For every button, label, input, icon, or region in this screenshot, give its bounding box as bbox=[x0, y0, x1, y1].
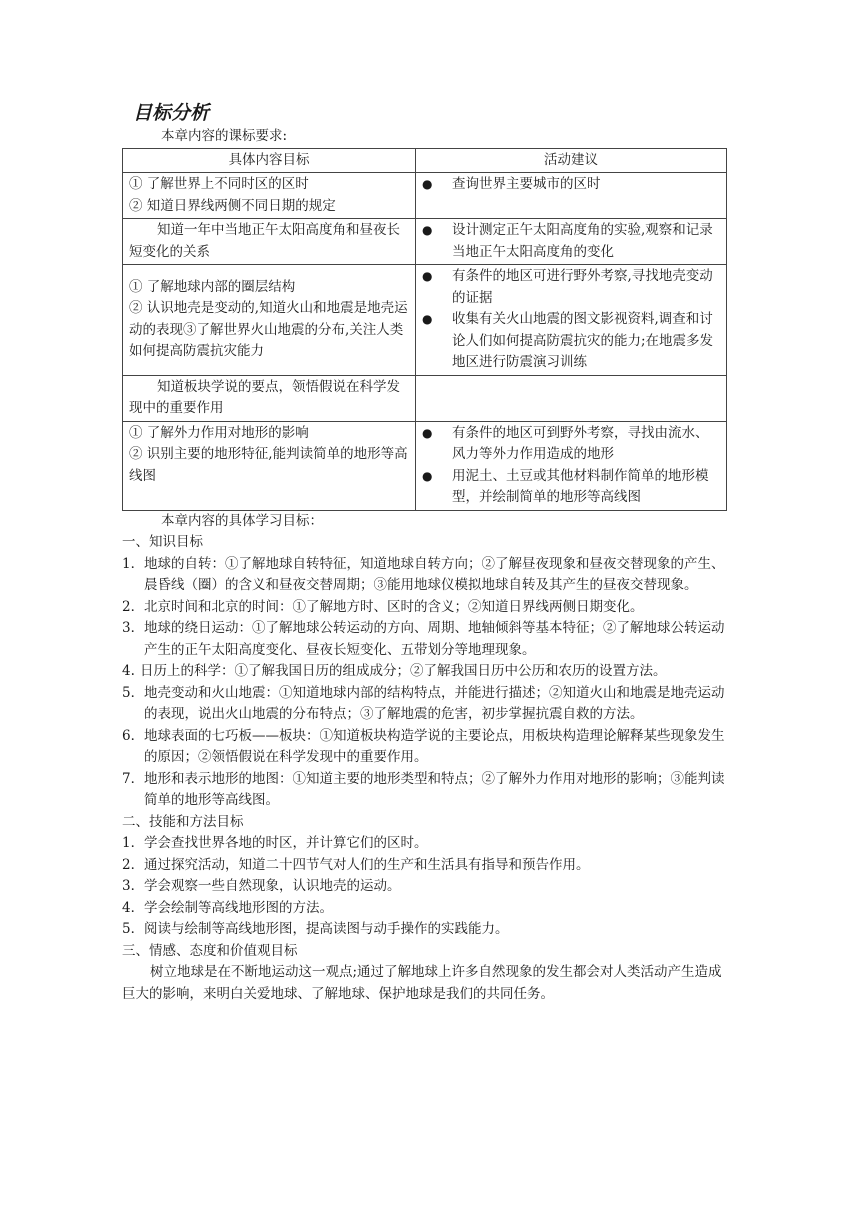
list-item bbox=[122, 833, 731, 855]
list-item bbox=[122, 554, 731, 597]
section-heading: 二、技能和方法目标 bbox=[122, 813, 244, 830]
list-item bbox=[122, 726, 731, 769]
item-text: 地球表面的七巧板——板块：①知道板块构造学说的主要论点，用板块构造理论解释某些现象发生的原因；②领悟假说在科学发现中的重要作用。 bbox=[144, 727, 725, 765]
item-text: 学会绘制等高线地形图的方法。 bbox=[144, 899, 333, 916]
list-item bbox=[122, 661, 731, 683]
activity-text: 有条件的地区可进行野外考察,寻找地壳变动的证据 bbox=[452, 268, 713, 306]
item-text: 地球的绕日运动：①了解地球公转运动的方向、周期、地轴倾斜等基本特征；②了解地球公转运动产生的正午太阳高度变化、昼夜长短变化、五带划分等地理现象。 bbox=[144, 620, 725, 658]
activity-text: 有条件的地区可到野外考察，寻找由流水、风力等外力作用造成的地形 bbox=[452, 424, 709, 462]
item-number: 4. bbox=[122, 663, 135, 679]
page-title: 目标分析 bbox=[133, 102, 210, 124]
bullet-icon: ● bbox=[422, 223, 433, 237]
activity-text: 用泥土、土豆或其他材料制作简单的地形模型，并绘制简单的地形等高线图 bbox=[452, 467, 709, 505]
item-number: 4． bbox=[122, 899, 145, 916]
activity-text: 设计测定正午太阳高度角的实验,观察和记录当地正午太阳高度角的变化 bbox=[452, 222, 713, 260]
item-text: 学会观察一些自然现象，认识地壳的运动。 bbox=[144, 878, 401, 894]
item-number: 6． bbox=[122, 727, 145, 744]
list-item bbox=[122, 898, 731, 920]
bullet-icon: ● bbox=[422, 312, 433, 326]
table-header-row bbox=[123, 148, 727, 173]
table-header-activity: 活动建议 bbox=[416, 148, 727, 173]
activity-cell bbox=[416, 265, 727, 376]
requirements-table bbox=[122, 148, 727, 511]
content-line: ② 认识地壳是变动的,知道火山和地震是地壳运动的表现③了解世界火山地震的分布,关注人类如何提高防震抗灾能力 bbox=[129, 300, 408, 360]
content-line: ① 了解地球内部的圈层结构 bbox=[129, 278, 296, 295]
bullet-icon: ● bbox=[422, 269, 433, 283]
content-line: ② 识别主要的地形特征,能判读简单的地形等高线图 bbox=[129, 446, 408, 484]
list-item bbox=[122, 919, 731, 941]
content-cell bbox=[123, 421, 416, 510]
list-item bbox=[422, 466, 720, 509]
item-text: 日历上的科学：①了解我国日历的组成成分；②了解我国日历中公历和农历的设置方法。 bbox=[140, 663, 667, 679]
item-number: 7． bbox=[122, 770, 145, 787]
document-page bbox=[122, 100, 731, 1005]
item-number: 1． bbox=[122, 835, 145, 851]
item-text: 学会查找世界各地的时区，并计算它们的区时。 bbox=[144, 835, 428, 851]
activity-cell bbox=[416, 375, 727, 421]
item-text: 通过探究活动，知道二十四节气对人们的生产和生活具有指导和预告作用。 bbox=[144, 856, 590, 873]
table-row bbox=[123, 173, 727, 219]
item-number: 3． bbox=[122, 620, 145, 636]
bullet-icon: ● bbox=[422, 177, 433, 191]
values-paragraph: 树立地球是在不断地运动这一观点;通过了解地球上许多自然现象的发生都会对人类活动产生造成巨大的影响，来明白关爱地球、了解地球、保护地球是我们的共同任务。 bbox=[122, 964, 722, 1002]
table-intro: 本章内容的课标要求: bbox=[161, 128, 288, 144]
activity-text: 查询世界主要城市的区时 bbox=[452, 176, 601, 192]
content-cell bbox=[123, 219, 416, 265]
item-text: 地壳变动和火山地震：①知道地球内部的结构特点，并能进行描述；②知道火山和地震是地壳运动的表现，说出火山地震的分布特点；③了解地震的危害，初步掌握抗震自救的方法。 bbox=[144, 684, 725, 722]
item-number: 2． bbox=[122, 598, 145, 615]
content-line: ① 了解外力作用对地形的影响 bbox=[129, 424, 309, 441]
section-heading: 三、情感、态度和价值观目标 bbox=[122, 942, 298, 959]
content-line: 知道板块学说的要点，领悟假说在科学发现中的重要作用 bbox=[129, 378, 400, 416]
bullet-icon: ● bbox=[422, 468, 433, 483]
content-line: 知道一年中当地正午太阳高度角和昼夜长短变化的关系 bbox=[129, 222, 400, 260]
list-item bbox=[122, 769, 731, 812]
list-item bbox=[422, 309, 720, 374]
item-number: 1． bbox=[122, 555, 145, 572]
table-row bbox=[123, 421, 727, 510]
content-cell bbox=[123, 375, 416, 421]
table-header-content: 具体内容目标 bbox=[123, 148, 416, 173]
content-cell bbox=[123, 265, 416, 376]
content-line: ① 了解世界上不同时区的区时 bbox=[129, 176, 309, 192]
list-item bbox=[122, 876, 731, 898]
activity-text: 收集有关火山地震的图文影视资料,调查和讨论人们如何提高防震抗灾的能力;在地震多发地区进行防震演习训练 bbox=[452, 311, 714, 370]
list-item bbox=[422, 220, 720, 263]
item-text: 地球的自转：①了解地球自转特征，知道地球自转方向；②了解昼夜现象和昼夜交替现象的产生、晨昏线（圈）的含义和昼夜交替周期；③能用地球仪模拟地球自转及其产生的昼夜交替现象。 bbox=[144, 555, 725, 593]
section-knowledge bbox=[122, 532, 731, 812]
section-skills bbox=[122, 812, 731, 941]
list-item bbox=[422, 266, 720, 309]
activity-cell bbox=[416, 173, 727, 219]
bullet-icon: ● bbox=[422, 425, 433, 440]
list-item bbox=[122, 683, 731, 726]
activity-cell bbox=[416, 421, 727, 510]
list-item bbox=[422, 423, 720, 466]
list-item bbox=[122, 855, 731, 877]
item-text: 阅读与绘制等高线地形图，提高读图与动手操作的实践能力。 bbox=[144, 921, 509, 937]
item-number: 2． bbox=[122, 856, 145, 873]
table-row bbox=[123, 265, 727, 376]
item-number: 5． bbox=[122, 684, 145, 701]
item-text: 地形和表示地形的地图：①知道主要的地形类型和特点；②了解外力作用对地形的影响；③能判读简单的地形等高线图。 bbox=[144, 770, 725, 808]
section-values bbox=[122, 941, 731, 1006]
list-item bbox=[122, 597, 731, 619]
table-row bbox=[123, 219, 727, 265]
specific-goals-intro: 本章内容的具体学习目标： bbox=[161, 512, 323, 529]
section-heading: 一、知识目标 bbox=[122, 534, 203, 550]
item-text: 北京时间和北京的时间：①了解地方时、区时的含义；②知道日界线两侧日期变化。 bbox=[144, 598, 644, 615]
content-line: ② 知道日界线两侧不同日期的规定 bbox=[129, 197, 336, 214]
list-item bbox=[422, 174, 720, 196]
item-number: 5． bbox=[122, 921, 145, 937]
list-item bbox=[122, 618, 731, 661]
content-cell bbox=[123, 173, 416, 219]
activity-cell bbox=[416, 219, 727, 265]
item-number: 3． bbox=[122, 878, 145, 894]
table-row bbox=[123, 375, 727, 421]
